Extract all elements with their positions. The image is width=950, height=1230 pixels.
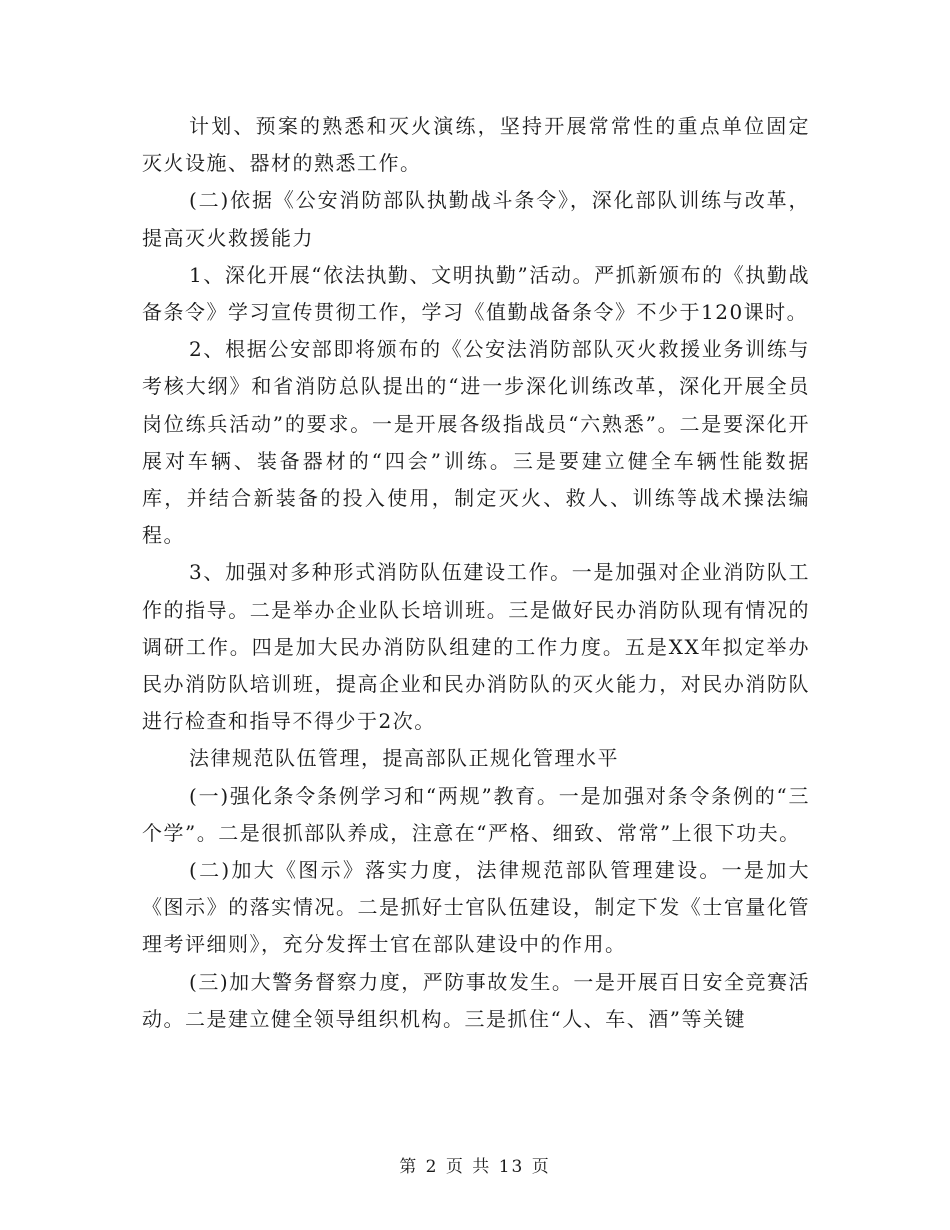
section-heading: 法律规范队伍管理，提高部队正规化管理水平 bbox=[189, 746, 619, 771]
paragraph-5: 3、加强对多种形式消防队伍建设工作。一是加强对企业消防队工作的指导。二是举办企业队长培训班。三是做好民办消防队现有情况的调研工作。四是加大民办消防队组建的工作力度。五是XX年拟定举办民办消防队培训班，提高企业和民办消防队的灭火能力，对民办消防队进行检查和指导不得少于2次。 bbox=[142, 560, 810, 734]
paragraph-2: (二)依据《公安消防部队执勤战斗条令》，深化部队训练与改革，提高灭火救援能力 bbox=[142, 188, 810, 250]
page-number-footer: 第 2 页 共 13 页 bbox=[399, 1157, 551, 1177]
paragraph-1: 计划、预案的熟悉和灭火演练，坚持开展常常性的重点单位固定灭火设施、器材的熟悉工作。 bbox=[142, 114, 810, 176]
paragraph-3: 1、深化开展“依法执勤、文明执勤”活动。严抓新颁布的《执勤战备条令》学习宣传贯彻工作，学习《值勤战备条令》不少于120课时。 bbox=[142, 262, 810, 325]
paragraph-8: (二)加大《图示》落实力度，法律规范部队管理建设。一是加大《图示》的落实情况。二是抓好士官队伍建设，制定下发《士官量化管理考评细则》，充分发挥士官在部队建设中的作用。 bbox=[142, 858, 810, 957]
paragraph-4: 2、根据公安部即将颁布的《公安法消防部队灭火救援业务训练与考核大纲》和省消防总队提出的“进一步深化训练改革，深化开展全员岗位练兵活动”的要求。一是开展各级指战员“六熟悉”。二是要深化开展对车辆、装备器材的“四会”训练。三是要建立健全车辆性能数据库，并结合新装备的投入使用，制定灭火、救人、训练等战术操法编程。 bbox=[142, 337, 810, 548]
paragraph-7: (一)强化条令条例学习和“两规”教育。一是加强对条令条例的“三个学”。二是很抓部队养成，注意在“严格、细致、常常”上很下功夫。 bbox=[142, 783, 810, 845]
paragraph-9: (三)加大警务督察力度，严防事故发生。一是开展百日安全竞赛活动。二是建立健全领导组织机构。三是抓住“人、车、酒”等关键 bbox=[142, 969, 810, 1031]
document-body bbox=[142, 108, 810, 1038]
